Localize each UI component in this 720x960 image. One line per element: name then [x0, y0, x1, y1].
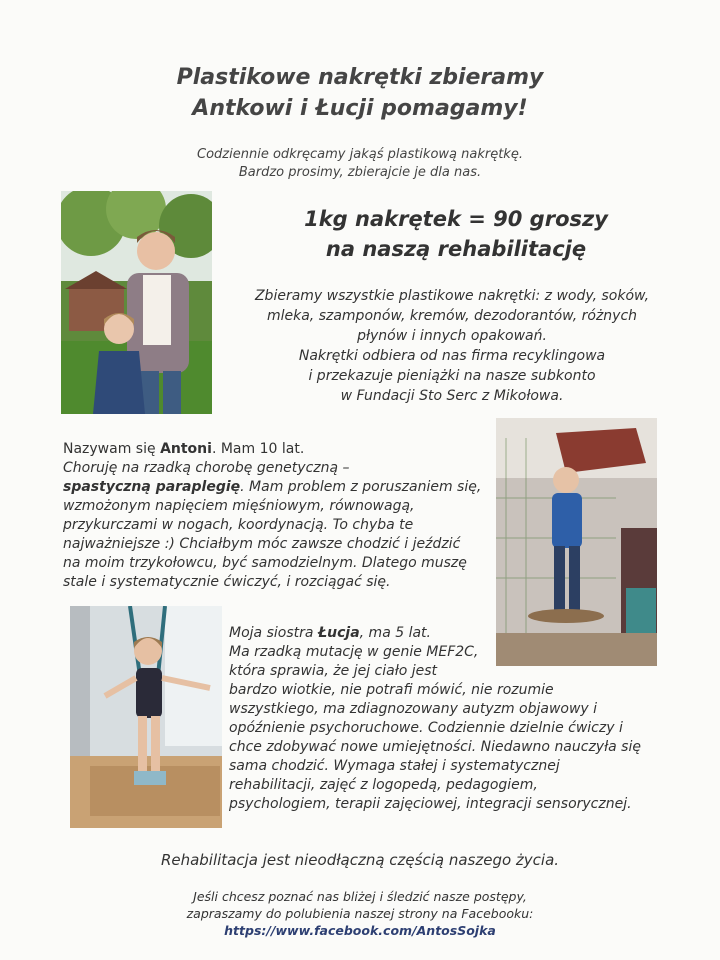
- antoni-intro-pre: Nazywam się: [63, 441, 161, 457]
- price-headline: [228, 204, 684, 264]
- lucja-paragraph: [229, 681, 669, 814]
- antoni-therapy-photo: [496, 418, 657, 666]
- lucja-line: sama chodzić. Wymaga stałej i systematycznej: [229, 758, 560, 774]
- rehab-statement: Rehabilitacja jest nieodłączną częścią naszego życia.: [160, 851, 560, 869]
- title-line-2: Antkowi i Łucji pomagamy!: [192, 96, 528, 121]
- lucja-line: chce zdobywać nowe umiejętności. Niedawno nauczyła się: [229, 739, 641, 755]
- antoni-line: stale i systematycznie ćwiczyć, i rozciągać się.: [63, 574, 391, 590]
- antoni-line: przykurczami w nogach, koordynacją. To chyba te: [63, 517, 414, 533]
- lucja-name: Łucja: [317, 625, 360, 641]
- antoni-diagnosis: spastyczną paraplegię: [63, 479, 241, 495]
- antoni-diagnosis-line: [63, 478, 493, 497]
- collect-line: mleka, szamponów, kremów, dezodorantów, różnych: [266, 308, 638, 324]
- lucja-line: Ma rzadką mutację w genie MEF2C,: [229, 644, 479, 660]
- antoni-intro-post: . Mam 10 lat.: [211, 441, 305, 457]
- lucja-line: która sprawia, że jej ciało jest: [229, 663, 438, 679]
- lucja-line: rehabilitacji, zajęć z logopedą, pedagogiem,: [229, 777, 538, 793]
- collect-line: Nakrętki odbiera od nas firma recyklingowa: [298, 348, 606, 364]
- intro-text: [0, 146, 720, 182]
- lucja-intro-line: [229, 624, 499, 643]
- antoni-line: Choruję na rzadką chorobę genetyczną –: [63, 460, 350, 476]
- siblings-photo: [61, 191, 212, 414]
- facebook-line-2: zapraszamy do polubienia naszej strony na Facebooku:: [186, 906, 534, 921]
- antoni-intro-line: [63, 440, 493, 459]
- facebook-line-1: Jeśli chcesz poznać nas bliżej i śledzić nasze postępy,: [193, 889, 527, 904]
- lucja-line: psychologiem, terapii zajęciowej, integracji sensorycznej.: [229, 796, 632, 812]
- collect-line: Zbieramy wszystkie plastikowe nakrętki: z wody, soków,: [254, 288, 650, 304]
- page-title: [0, 62, 720, 124]
- facebook-link[interactable]: https://www.facebook.com/AntosSojka: [224, 923, 496, 938]
- lucja-intro-post: , ma 5 lat.: [359, 625, 431, 641]
- lucja-line: opóźnienie psychoruchowe. Codziennie dzielnie ćwiczy i: [229, 720, 623, 736]
- facebook-section: [0, 888, 720, 939]
- collect-line: i przekazuje pieniążki na nasze subkonto: [308, 368, 596, 384]
- collect-line: płynów i innych opakowań.: [357, 328, 547, 344]
- title-line-1: Plastikowe nakrętki zbieramy: [176, 65, 544, 90]
- lucja-intro-pre: Moja siostra: [229, 625, 318, 641]
- antoni-name: Antoni: [160, 441, 212, 457]
- antoni-line: na moim trzykołowcu, być samodzielnym. Dlatego muszę: [63, 555, 467, 571]
- price-line-1: 1kg nakrętek = 90 groszy: [304, 207, 608, 231]
- lucja-line: wszystkiego, ma zdiagnozowany autyzm objawowy i: [229, 701, 598, 717]
- antoni-line: wzmożonym napięciem mięśniowym, równowagą,: [63, 498, 415, 514]
- intro-line-1: Codziennie odkręcamy jakąś plastikową nakrętkę.: [197, 147, 523, 162]
- intro-line-2: Bardzo prosimy, zbierajcie je dla nas.: [238, 165, 482, 180]
- price-line-2: na naszą rehabilitację: [325, 237, 587, 261]
- lucja-therapy-photo: [70, 606, 222, 828]
- collect-paragraph: [212, 286, 692, 406]
- lucja-line: bardzo wiotkie, nie potrafi mówić, nie rozumie: [229, 682, 554, 698]
- collect-line: w Fundacji Sto Serc z Mikołowa.: [340, 388, 564, 404]
- antoni-diagnosis-rest: . Mam problem z poruszaniem się,: [240, 479, 482, 495]
- antoni-line: najważniejsze :) Chciałbym móc zawsze chodzić i jeździć: [63, 536, 461, 552]
- lucja-paragraph-top: [229, 624, 499, 681]
- antoni-paragraph: [63, 440, 493, 592]
